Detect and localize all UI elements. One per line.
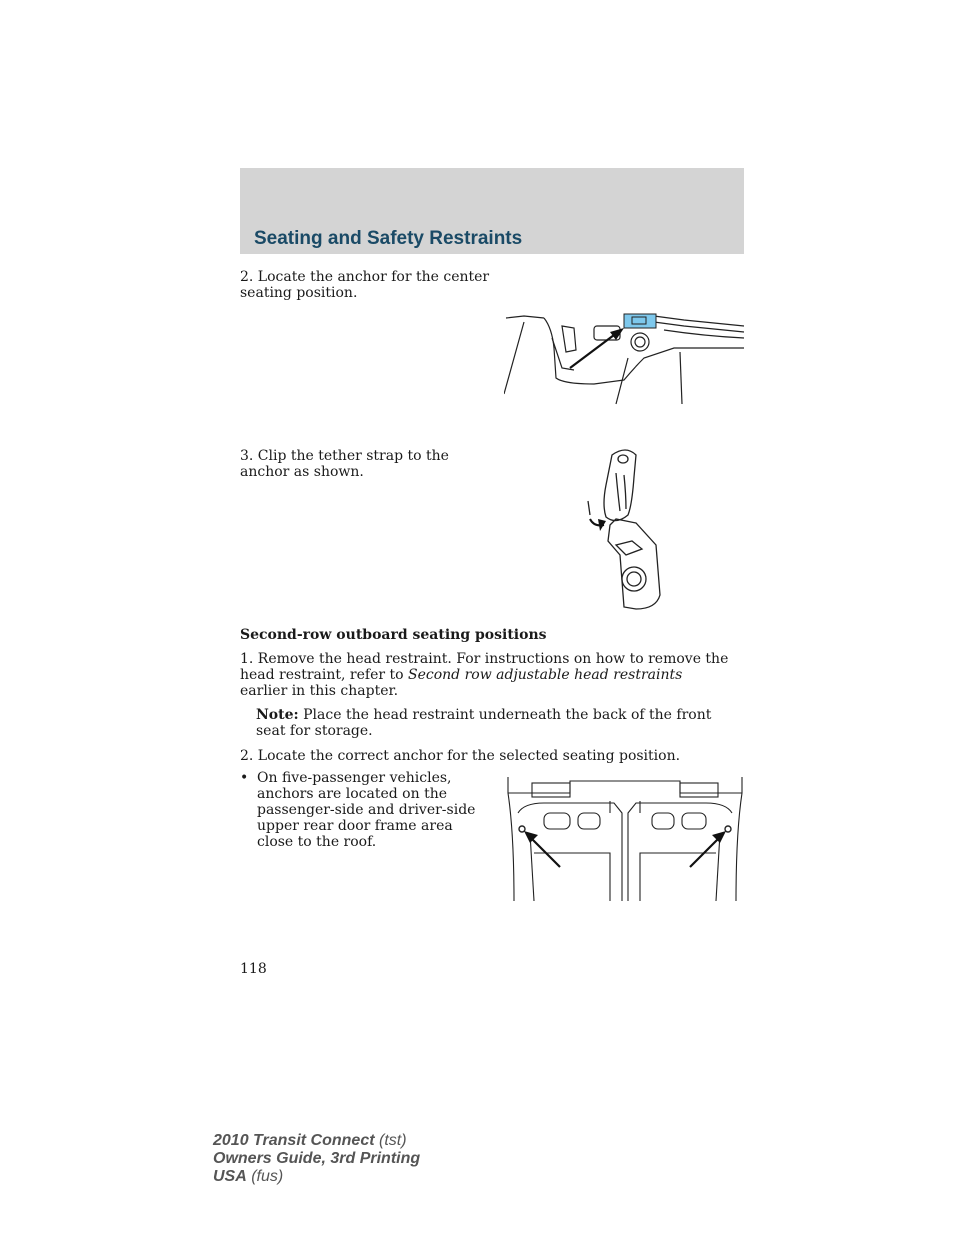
- step-1-reference: Second row adjustable head restraints: [408, 667, 683, 683]
- step-1-text: 1. Remove the head restraint. For instructions on how to remove the head restraint, refer to: [240, 651, 729, 683]
- footer-guide: Owners Guide, 3rd Printing: [213, 1150, 421, 1167]
- center-step-2: 2. Locate the anchor for the center seating position.: [240, 269, 490, 301]
- footer-market: USA: [213, 1168, 247, 1185]
- outboard-step-2: 2. Locate the correct anchor for the selected seating position.: [240, 748, 681, 764]
- outboard-step-1: [240, 651, 730, 699]
- page-number: 118: [240, 961, 267, 977]
- footer-line-2: [213, 1150, 420, 1168]
- step-1-text-end: earlier in this chapter.: [240, 683, 399, 699]
- note-label: Note:: [256, 707, 299, 723]
- center-anchor-illustration: [504, 308, 746, 406]
- bullet-text: On five-passenger vehicles, anchors are located on the passenger-side and driver-side upper rear door frame area close to the roof.: [257, 770, 476, 850]
- tether-clip-illustration: [576, 445, 668, 615]
- outboard-heading: Second-row outboard seating positions: [240, 627, 547, 643]
- footer-line-3: [213, 1168, 420, 1186]
- footer-market-code: (fus): [246, 1168, 284, 1185]
- note-text: Place the head restraint underneath the back of the front seat for storage.: [256, 707, 712, 739]
- note: [256, 707, 732, 739]
- bullet-marker: •: [240, 770, 249, 786]
- door-frame-anchors-illustration: [504, 773, 746, 903]
- footer-line-1: [213, 1132, 420, 1150]
- section-title: Seating and Safety Restraints: [254, 228, 523, 249]
- footer-model-code: (tst): [374, 1132, 407, 1149]
- footer-model: 2010 Transit Connect: [213, 1132, 375, 1149]
- center-step-3: 3. Clip the tether strap to the anchor as shown.: [240, 448, 449, 480]
- footer: [213, 1132, 420, 1186]
- header-band: [240, 168, 744, 254]
